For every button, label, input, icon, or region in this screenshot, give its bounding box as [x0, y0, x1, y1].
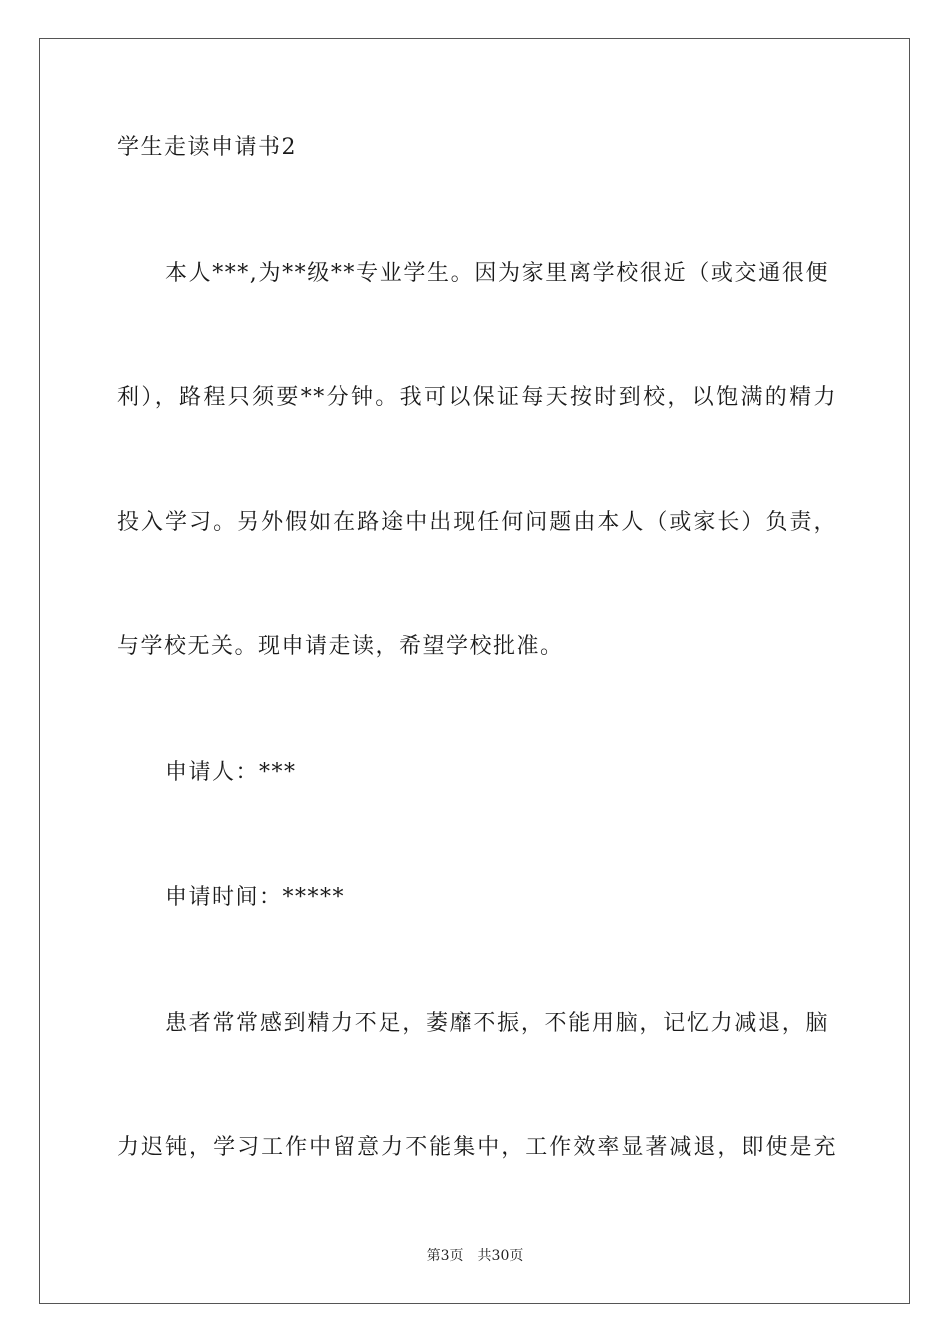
document-title: 学生走读申请书2: [117, 135, 297, 160]
paragraph-line: 与学校无关。现申请走读，希望学校批准。: [117, 634, 564, 659]
page-number: 第3页: [426, 1248, 464, 1264]
page-total: 共30页: [477, 1248, 524, 1264]
page-border: [39, 38, 910, 1304]
paragraph-line: 利），路程只须要**分钟。我可以保证每天按时到校，以饱满的精力: [117, 385, 837, 410]
page-footer: [0, 1246, 950, 1266]
paragraph-line: 本人***,为**级**专业学生。因为家里离学校很近（或交通很便: [165, 261, 829, 286]
paragraph-line: 患者常常感到精力不足，萎靡不振，不能用脑，记忆力减退，脑: [165, 1011, 829, 1036]
paragraph-line: 投入学习。另外假如在路途中出现任何问题由本人（或家长）负责，: [117, 510, 837, 535]
applicant-line: 申请人：***: [165, 760, 297, 785]
paragraph-line: 力迟钝，学习工作中留意力不能集中，工作效率显著减退，即使是充: [117, 1135, 837, 1160]
apply-time-line: 申请时间：*****: [165, 885, 346, 910]
